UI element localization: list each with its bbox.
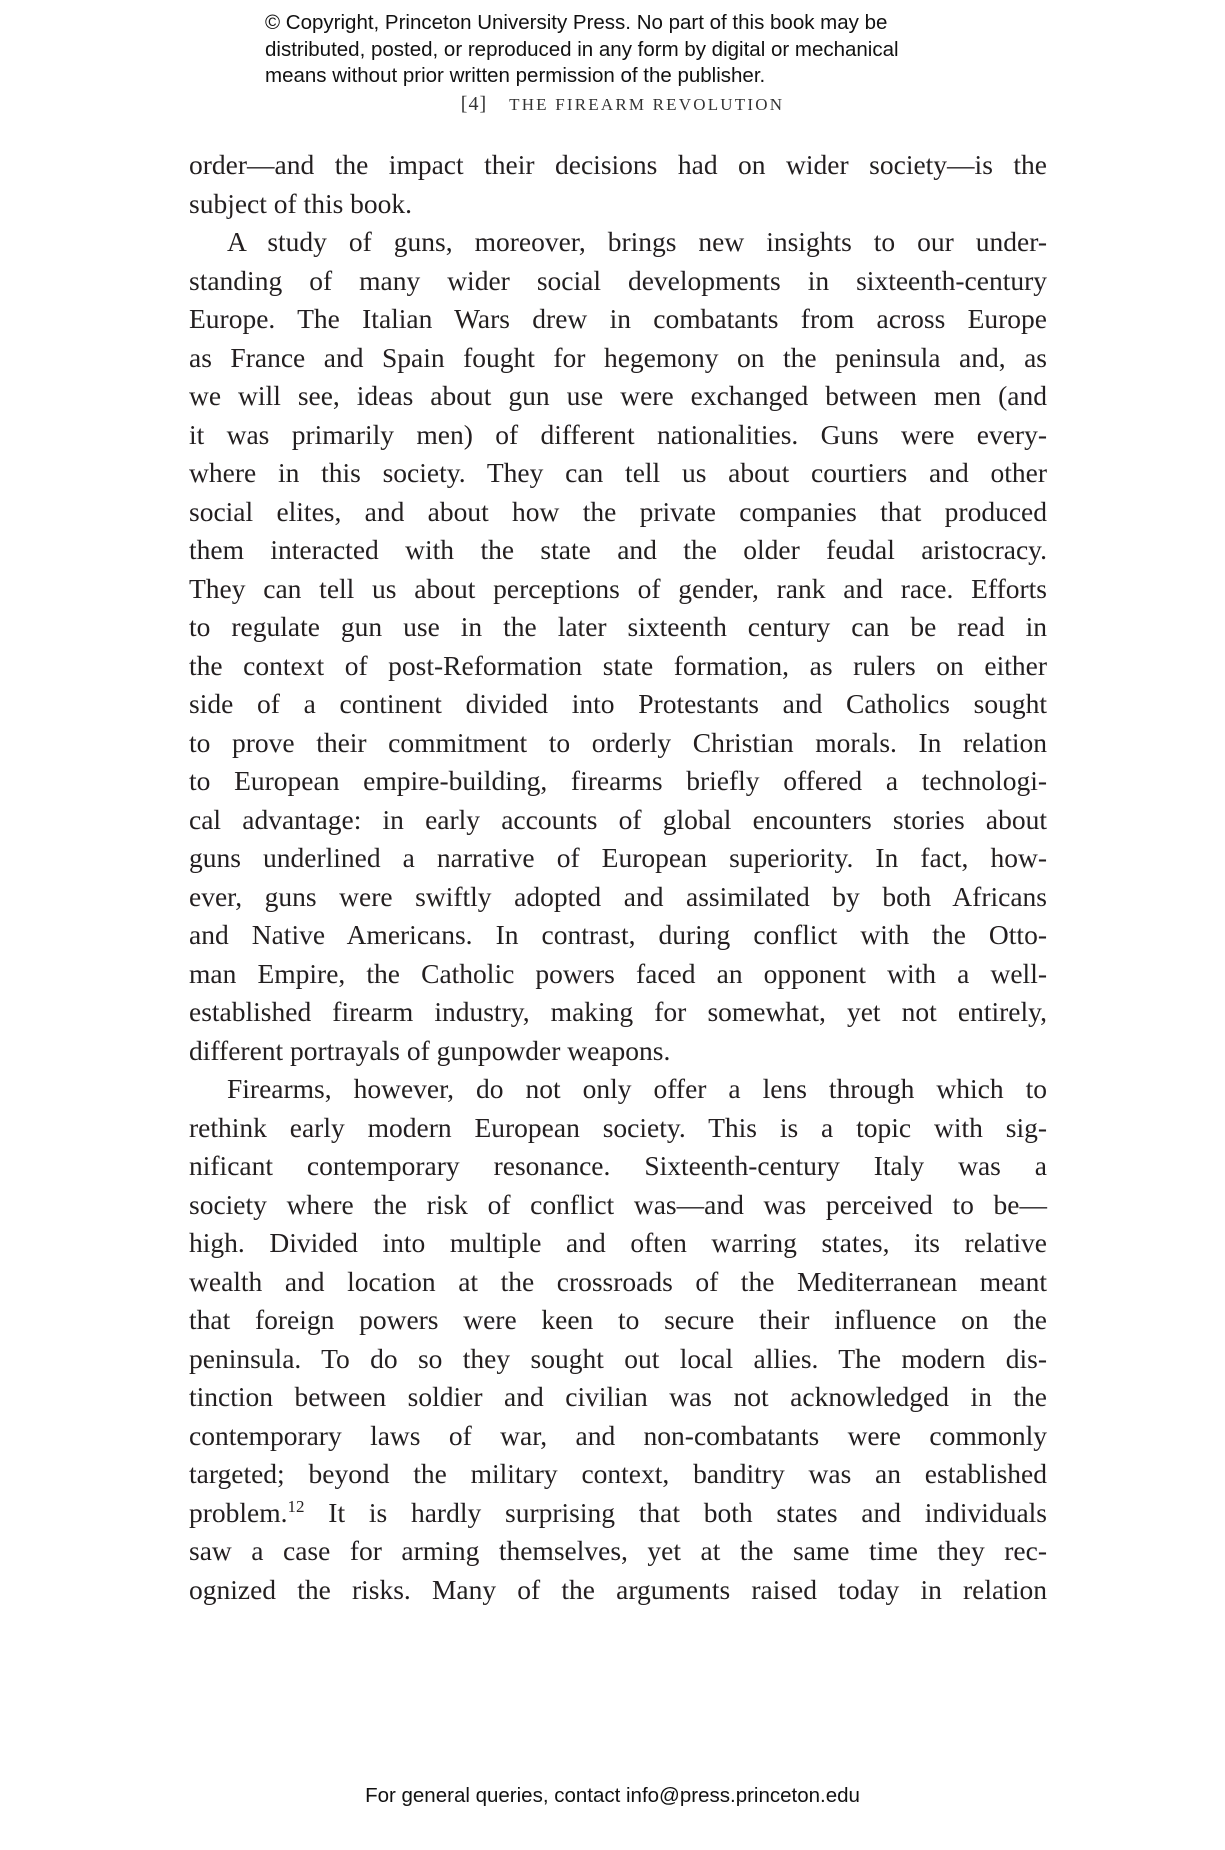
text-line: subject of this book. [189,187,413,219]
text-line: as France and Spain fought for hegemony on the peninsula and, as [189,341,1047,373]
text-line: targeted; beyond the military context, banditry was an established [189,1458,1047,1489]
text-line: nificant contemporary resonance. Sixteenth-century Italy was a [189,1150,1047,1181]
footer-contact: For general queries, contact info@press.princeton.edu [365,1784,860,1807]
text-line: Europe. The Italian Wars drew in combatants from across Europe [189,303,1047,334]
text-line: standing of many wider social developments in sixteenth-century [189,264,1047,296]
text-line: the context of post-Reformation state formation, as rulers on either [189,649,1047,681]
text-line: social elites, and about how the private companies that produced [189,495,1047,527]
copyright-notice [265,10,899,90]
copyright-line: means without prior written permission of the publisher. [265,64,766,87]
text-line: guns underlined a narrative of European superiority. In fact, how- [189,842,1047,873]
text-line: saw a case for arming themselves, yet at the same time they rec- [189,1535,1047,1566]
text-line: side of a continent divided into Protestants and Catholics sought [189,688,1047,719]
text-line: rethink early modern European society. This is a topic with sig- [189,1111,1047,1143]
text-line: peninsula. To do so they sought out local allies. The modern dis- [189,1342,1047,1374]
text-line: ever, guns were swiftly adopted and assimilated by both Africans [189,880,1047,912]
text-line: man Empire, the Catholic powers faced an opponent with a well- [189,957,1047,989]
text-line: established firearm industry, making for somewhat, yet not entirely, [189,996,1047,1027]
text-line: it was primarily men) of different nationalities. Guns were every- [189,418,1047,450]
text-line: tinction between soldier and civilian was not acknowledged in the [189,1381,1047,1412]
text-line: to prove their commitment to orderly Christian morals. In relation [189,726,1047,758]
page-number: [4] [460,93,488,115]
text-line: contemporary laws of war, and non-combatants were commonly [189,1419,1047,1451]
text-line [189,1494,1047,1533]
text-line: and Native Americans. In contrast, during conflict with the Otto- [189,919,1047,950]
text-line: order—and the impact their decisions had on wider society—is the [189,149,1047,180]
text-line: that foreign powers were keen to secure their influence on the [189,1304,1047,1335]
text-line: cal advantage: in early accounts of global encounters stories about [189,803,1047,835]
text-line: different portrayals of gunpowder weapons. [189,1034,671,1066]
body-text [189,146,1047,1609]
text-line: ognized the risks. Many of the arguments raised today in relation [189,1573,1047,1605]
text-line: to regulate gun use in the later sixteenth century can be read in [189,611,1047,642]
book-title: THE FIREARM REVOLUTION [509,95,785,114]
text-line: high. Divided into multiple and often warring states, its relative [189,1227,1047,1258]
text-line: A study of guns, moreover, brings new insights to our under- [227,226,1047,257]
running-head [0,93,1225,116]
footnote-reference[interactable]: 12 [287,1496,305,1516]
text-line: Firearms, however, do not only offer a lens through which to [227,1073,1047,1104]
text-segment: It is hardly surprising that both states and individuals [304,1496,1047,1528]
text-line: we will see, ideas about gun use were exchanged between men (and [189,380,1047,411]
copyright-line: distributed, posted, or reproduced in any form by digital or mechanical [265,37,899,61]
text-segment: problem. [189,1496,288,1528]
text-line: them interacted with the state and the older feudal aristocracy. [189,534,1047,565]
text-line: where in this society. They can tell us about courtiers and other [189,457,1047,488]
text-line: They can tell us about perceptions of gender, rank and race. Efforts [189,572,1047,604]
text-line: to European empire-building, firearms briefly offered a technologi- [189,765,1047,796]
text-line: wealth and location at the crossroads of the Mediterranean meant [189,1265,1047,1297]
text-line: society where the risk of conflict was—and was perceived to be— [189,1188,1047,1220]
copyright-line: © Copyright, Princeton University Press. No part of this book may be [265,11,888,34]
